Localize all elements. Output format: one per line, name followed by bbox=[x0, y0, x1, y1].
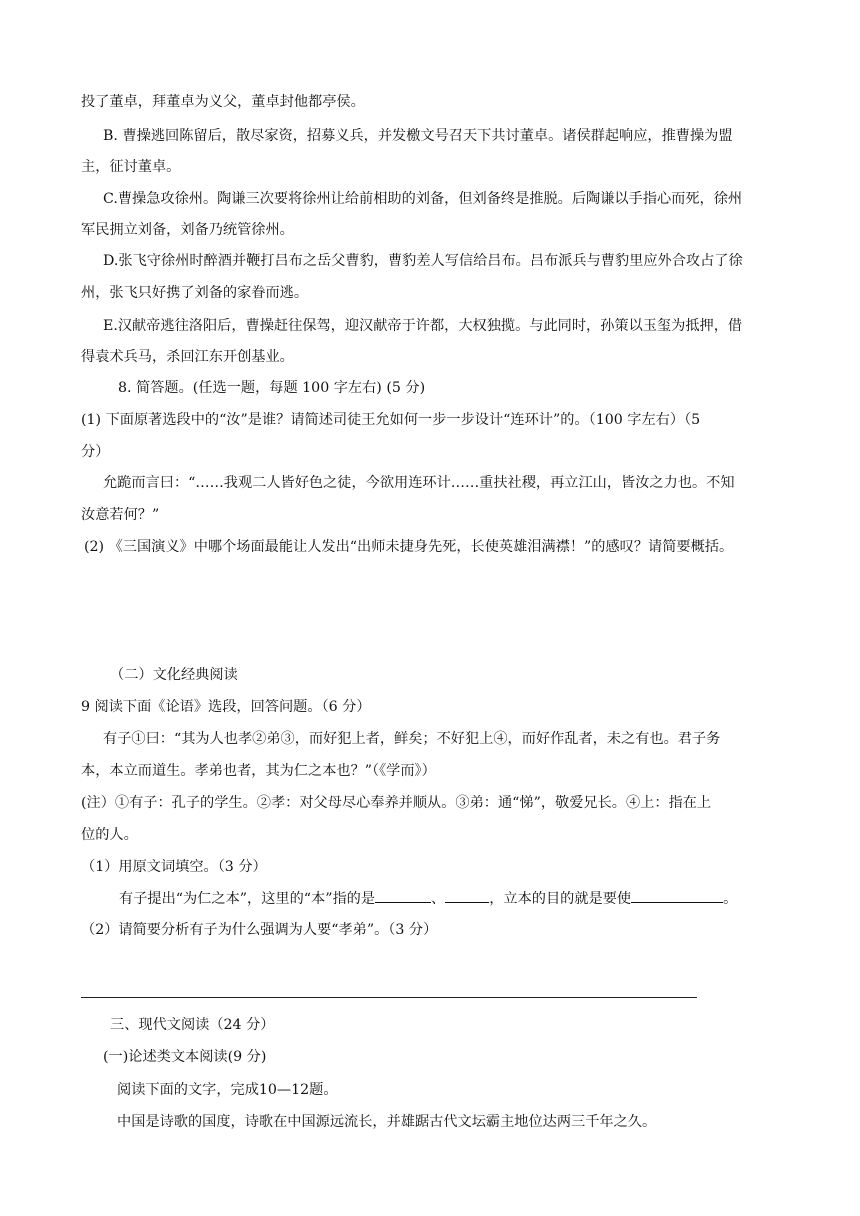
answer-blank-1[interactable] bbox=[375, 888, 431, 903]
option-e-line-2: 得袁术兵马，杀回江东开创基业。 bbox=[81, 349, 294, 365]
section-heading-classics: （二）文化经典阅读 bbox=[110, 667, 238, 683]
option-e-line-1: E.汉献帝逃往洛阳后，曹操赶往保驾，迎汉献帝于许都，大权独揽。与此同时，孙策以玉玺为抵押，借 bbox=[103, 318, 743, 334]
option-c-line-1: C.曹操急攻徐州。陶谦三次要将徐州让给前相助的刘备，但刘备终是推脱。后陶谦以手指心而死，徐州 bbox=[103, 191, 743, 207]
option-b-line-2: 主，征讨董卓。 bbox=[81, 159, 181, 175]
fill-in-line bbox=[119, 888, 737, 909]
option-d-line-2: 州，张飞只好携了刘备的家眷而逃。 bbox=[81, 285, 309, 301]
question-8-part-1-line-2: 分） bbox=[81, 444, 110, 460]
fill-in-text-3: ，立本的目的就是要使 bbox=[489, 891, 632, 907]
answer-underline bbox=[81, 997, 697, 998]
option-b-line-1: B. 曹操逃回陈留后，散尽家资，招募义兵，并发檄文号召天下共讨董卓。诸侯群起响应，推曹操为盟 bbox=[103, 128, 733, 144]
question-8-part-2: (2) 《三国演义》中哪个场面最能让人发出“出师未捷身先死，长使英雄泪满襟！”的感叹？请简要概括。 bbox=[84, 539, 734, 555]
answer-blank-3[interactable] bbox=[631, 888, 723, 903]
passage-first-line: 中国是诗歌的国度，诗歌在中国源远流长，并雄踞古代文坛霸主地位达两三千年之久。 bbox=[117, 1114, 657, 1130]
fill-in-text-1: 有子提出“为仁之本”，这里的“本”指的是 bbox=[119, 891, 376, 907]
analects-line-1: 有子①曰：“其为人也孝②弟③，而好犯上者，鲜矣；不好犯上④，而好作乱者，未之有也。君子务 bbox=[103, 731, 721, 747]
notes-line-2: 位的人。 bbox=[81, 827, 138, 843]
reading-instruction: 阅读下面的文字，完成10—12题。 bbox=[117, 1082, 338, 1098]
subsection-heading-argumentative: (一)论述类文本阅读(9 分) bbox=[103, 1049, 267, 1065]
excerpt-line-2: 汝意若何？” bbox=[81, 507, 160, 523]
question-8-part-1-line-1: (1) 下面原著选段中的“汝”是谁？请简述司徒王允如何一步一步设计“连环计”的。（100 字左右）（5 bbox=[81, 412, 701, 428]
answer-blank-2[interactable] bbox=[445, 888, 489, 903]
option-c-line-2: 军民拥立刘备，刘备乃统管徐州。 bbox=[81, 222, 294, 238]
option-a-continued: 投了董卓，拜董卓为义父，董卓封他都亭侯。 bbox=[81, 94, 365, 110]
section-heading-modern: 三、现代文阅读（24 分） bbox=[110, 1017, 275, 1033]
fill-in-text-4: 。 bbox=[723, 891, 738, 907]
fill-in-text-2: 、 bbox=[431, 891, 446, 907]
question-9-part-1: （1）用原文词填空。（3 分） bbox=[81, 859, 267, 875]
question-9-heading: 9 阅读下面《论语》选段，回答问题。（6 分） bbox=[81, 699, 371, 715]
question-9-part-2: （2）请简要分析有子为什么强调为人要“孝弟”。（3 分） bbox=[81, 922, 438, 938]
notes-line-1: (注）①有子：孔子的学生。②孝：对父母尽心奉养并顺从。③弟：通“悌”，敬爱兄长。④上：指在上 bbox=[81, 795, 712, 811]
analects-line-2: 本，本立而道生。孝弟也者，其为仁之本也？”（《学而》） bbox=[81, 763, 436, 779]
option-d-line-1: D.张飞守徐州时醉酒并鞭打吕布之岳父曹豹，曹豹差人写信给吕布。吕布派兵与曹豹里应外合攻占了徐 bbox=[103, 253, 743, 269]
question-8-heading: 8. 简答题。(任选一题，每题 100 字左右) (5 分) bbox=[118, 380, 426, 396]
excerpt-line-1: 允跪而言曰：“……我观二人皆好色之徒，今欲用连环计……重扶社稷，再立江山，皆汝之力也。不知 bbox=[103, 475, 735, 491]
